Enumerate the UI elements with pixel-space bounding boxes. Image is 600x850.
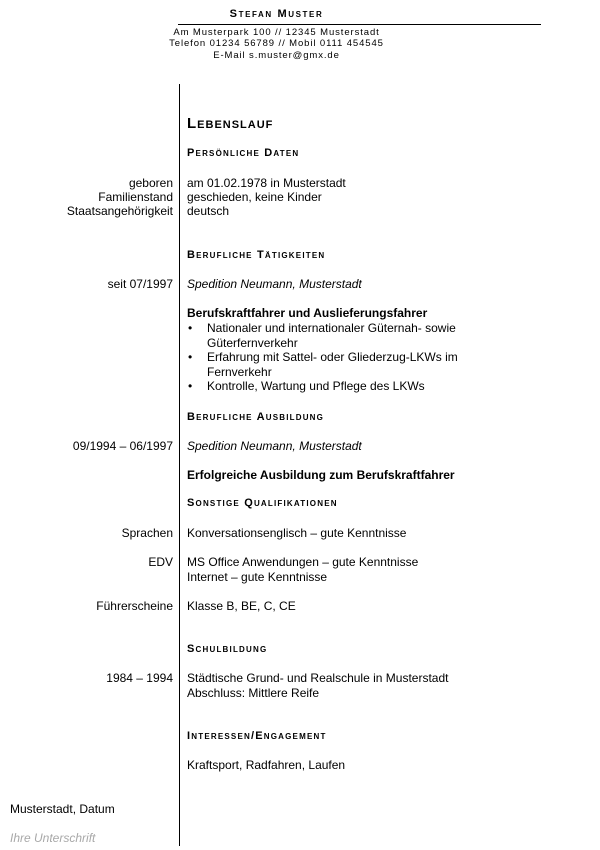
list-item: • Erfahrung mit Sattel- oder Gliederzug-LKWs im Fernverkehr [187, 350, 458, 379]
career-position: Berufskraftfahrer und Auslieferungsfahrer [187, 306, 428, 320]
section-heading-school: Schulbildung [187, 643, 268, 655]
school-name: Städtische Grund- und Realschule in Musterstadt [187, 671, 449, 685]
personal-value-nationality: deutsch [187, 204, 230, 218]
qualification-label-it: EDV [148, 555, 173, 569]
career-company: Spedition Neumann, Musterstadt [187, 277, 362, 291]
personal-value-family: geschieden, keine Kinder [187, 190, 322, 204]
personal-label-family: Familienstand [98, 190, 173, 204]
place-date: Musterstadt, Datum [10, 802, 115, 816]
section-heading-career: Berufliche Tätigkeiten [187, 249, 326, 261]
section-heading-interests: Interessen/Engagement [187, 730, 327, 742]
header-phone: Telefon 01234 56789 // Mobil 0111 454545 [169, 38, 384, 49]
personal-value-birth: am 01.02.1978 in Musterstadt [187, 176, 346, 190]
personal-label-birth: geboren [128, 176, 173, 190]
training-date: 09/1994 – 06/1997 [72, 439, 173, 453]
signature-placeholder: Ihre Unterschrift [10, 831, 96, 845]
qualification-label-languages: Sprachen [121, 526, 173, 540]
section-heading-qualifications: Sonstige Qualifikationen [187, 497, 338, 509]
career-date: seit 07/1997 [107, 277, 173, 291]
interests-value: Kraftsport, Radfahren, Laufen [187, 758, 346, 772]
section-heading-training: Berufliche Ausbildung [187, 411, 325, 423]
school-date: 1984 – 1994 [106, 671, 173, 685]
qualification-value-licenses: Klasse B, BE, C, CE [187, 599, 296, 613]
qualification-value-it-1: MS Office Anwendungen – gute Kenntnisse [187, 555, 419, 569]
personal-label-nationality: Staatsangehörigkeit [66, 204, 173, 218]
career-bullet-list [187, 321, 458, 394]
qualification-value-languages: Konversationsenglisch – gute Kenntnisse [187, 526, 407, 540]
list-item: • Kontrolle, Wartung und Pflege des LKWs [187, 379, 458, 394]
page-title: Lebenslauf [187, 115, 274, 132]
qualification-label-licenses: Führerscheine [96, 599, 173, 613]
qualification-value-it-2: Internet – gute Kenntnisse [187, 570, 328, 584]
column-divider [179, 84, 180, 846]
header-email: E-Mail s.muster@gmx.de [213, 50, 340, 61]
training-detail: Erfolgreiche Ausbildung zum Berufskraftfahrer [187, 468, 455, 482]
applicant-name: Stefan Muster [229, 8, 324, 20]
list-item: • Nationaler und internationaler Güternah- sowie Güterfernverkehr [187, 321, 458, 350]
school-degree: Abschluss: Mittlere Reife [187, 686, 320, 700]
training-company: Spedition Neumann, Musterstadt [187, 439, 362, 453]
section-heading-personal: Persönliche Daten [187, 147, 300, 159]
header-rule [178, 24, 541, 25]
header-address: Am Musterpark 100 // 12345 Musterstadt [173, 27, 380, 38]
